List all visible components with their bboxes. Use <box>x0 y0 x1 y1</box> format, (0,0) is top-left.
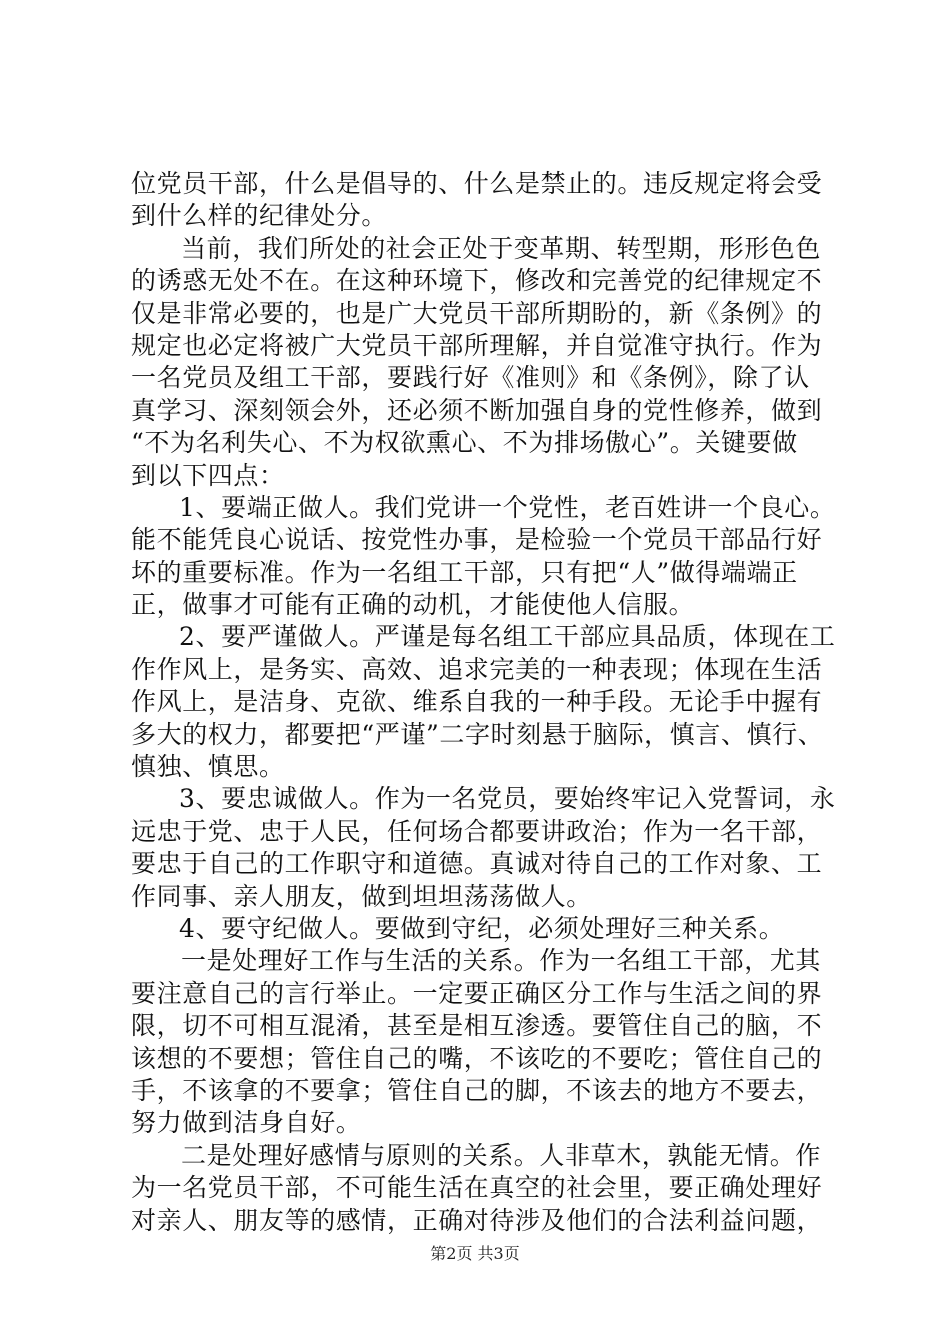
text-line: 限，切不可相互混淆，甚至是相互渗透。要管住自己的脑，不 <box>131 1011 823 1041</box>
text-line: “不为名利失心、不为权欲熏心、不为排场傲心”。关键要做 <box>131 428 798 458</box>
text-line: 规定也必定将被广大党员干部所理解，并自觉准守执行。作为 <box>131 330 823 360</box>
numbered-point-1: 1、要端正做人。我们党讲一个党性，老百姓讲一个良心。 <box>179 492 836 522</box>
text-line: 正，做事才可能有正确的动机，才能使他人信服。 <box>131 590 695 620</box>
document-body <box>131 168 836 1237</box>
numbered-point-3: 3、要忠诚做人。作为一名党员，要始终牢记入党誓词，永 <box>179 784 836 814</box>
text-line: 多大的权力，都要把“严谨”二字时刻悬于脑际，慎言、慎行、 <box>131 719 824 749</box>
numbered-point-4: 4、要守纪做人。要做到守纪，必须处理好三种关系。 <box>179 913 785 943</box>
text-line: 到以下四点： <box>131 460 285 490</box>
text-line: 要注意自己的言行举止。一定要正确区分工作与生活之间的界 <box>131 978 823 1008</box>
text-line: 作同事、亲人朋友，做到坦坦荡荡做人。 <box>131 881 592 911</box>
text-line: 到什么样的纪律处分。 <box>131 201 388 231</box>
text-line: 对亲人、朋友等的感情，正确对待涉及他们的合法利益问题， <box>131 1205 823 1235</box>
text-line: 要忠于自己的工作职守和道德。真诚对待自己的工作对象、工 <box>131 849 823 879</box>
text-line: 能不能凭良心说话、按党性办事，是检验一个党员干部品行好 <box>131 525 823 555</box>
text-line: 坏的重要标准。作为一名组工干部，只有把“人”做得端端正 <box>131 557 798 587</box>
text-line: 位党员干部，什么是倡导的、什么是禁止的。违反规定将会受 <box>131 169 823 198</box>
paragraph-start-line: 当前，我们所处的社会正处于变革期、转型期，形形色色 <box>181 233 822 263</box>
page-number-footer: 第2页 共3页 <box>430 1244 520 1263</box>
text-line: 该想的不要想；管住自己的嘴，不该吃的不要吃；管住自己的 <box>131 1043 823 1073</box>
text-line: 仅是非常必要的，也是广大党员干部所期盼的，新《条例》的 <box>131 298 823 328</box>
text-line: 慎独、慎思。 <box>131 752 285 782</box>
text-line: 远忠于党、忠于人民，任何场合都要讲政治；作为一名干部， <box>131 816 823 846</box>
text-line: 一名党员及组工干部，要践行好《准则》和《条例》，除了认 <box>131 363 810 393</box>
text-line: 为一名党员干部，不可能生活在真空的社会里，要正确处理好 <box>131 1173 823 1203</box>
text-line: 的诱惑无处不在。在这种环境下，修改和完善党的纪律规定不 <box>131 266 823 296</box>
text-line: 努力做到洁身自好。 <box>131 1108 362 1138</box>
paragraph-start-line: 一是处理好工作与生活的关系。作为一名组工干部，尤其 <box>181 946 822 976</box>
paragraph-start-line: 二是处理好感情与原则的关系。人非草木，孰能无情。作 <box>181 1140 822 1170</box>
numbered-point-2: 2、要严谨做人。严谨是每名组工干部应具品质，体现在工 <box>179 622 836 652</box>
text-line: 作作风上，是务实、高效、追求完美的一种表现；体现在生活 <box>131 654 823 684</box>
text-line: 真学习、深刻领会外，还必须不断加强自身的党性修养，做到 <box>131 395 823 425</box>
text-line: 手，不该拿的不要拿；管住自己的脚，不该去的地方不要去， <box>131 1075 823 1105</box>
text-line: 作风上，是洁身、克欲、维系自我的一种手段。无论手中握有 <box>131 687 823 717</box>
